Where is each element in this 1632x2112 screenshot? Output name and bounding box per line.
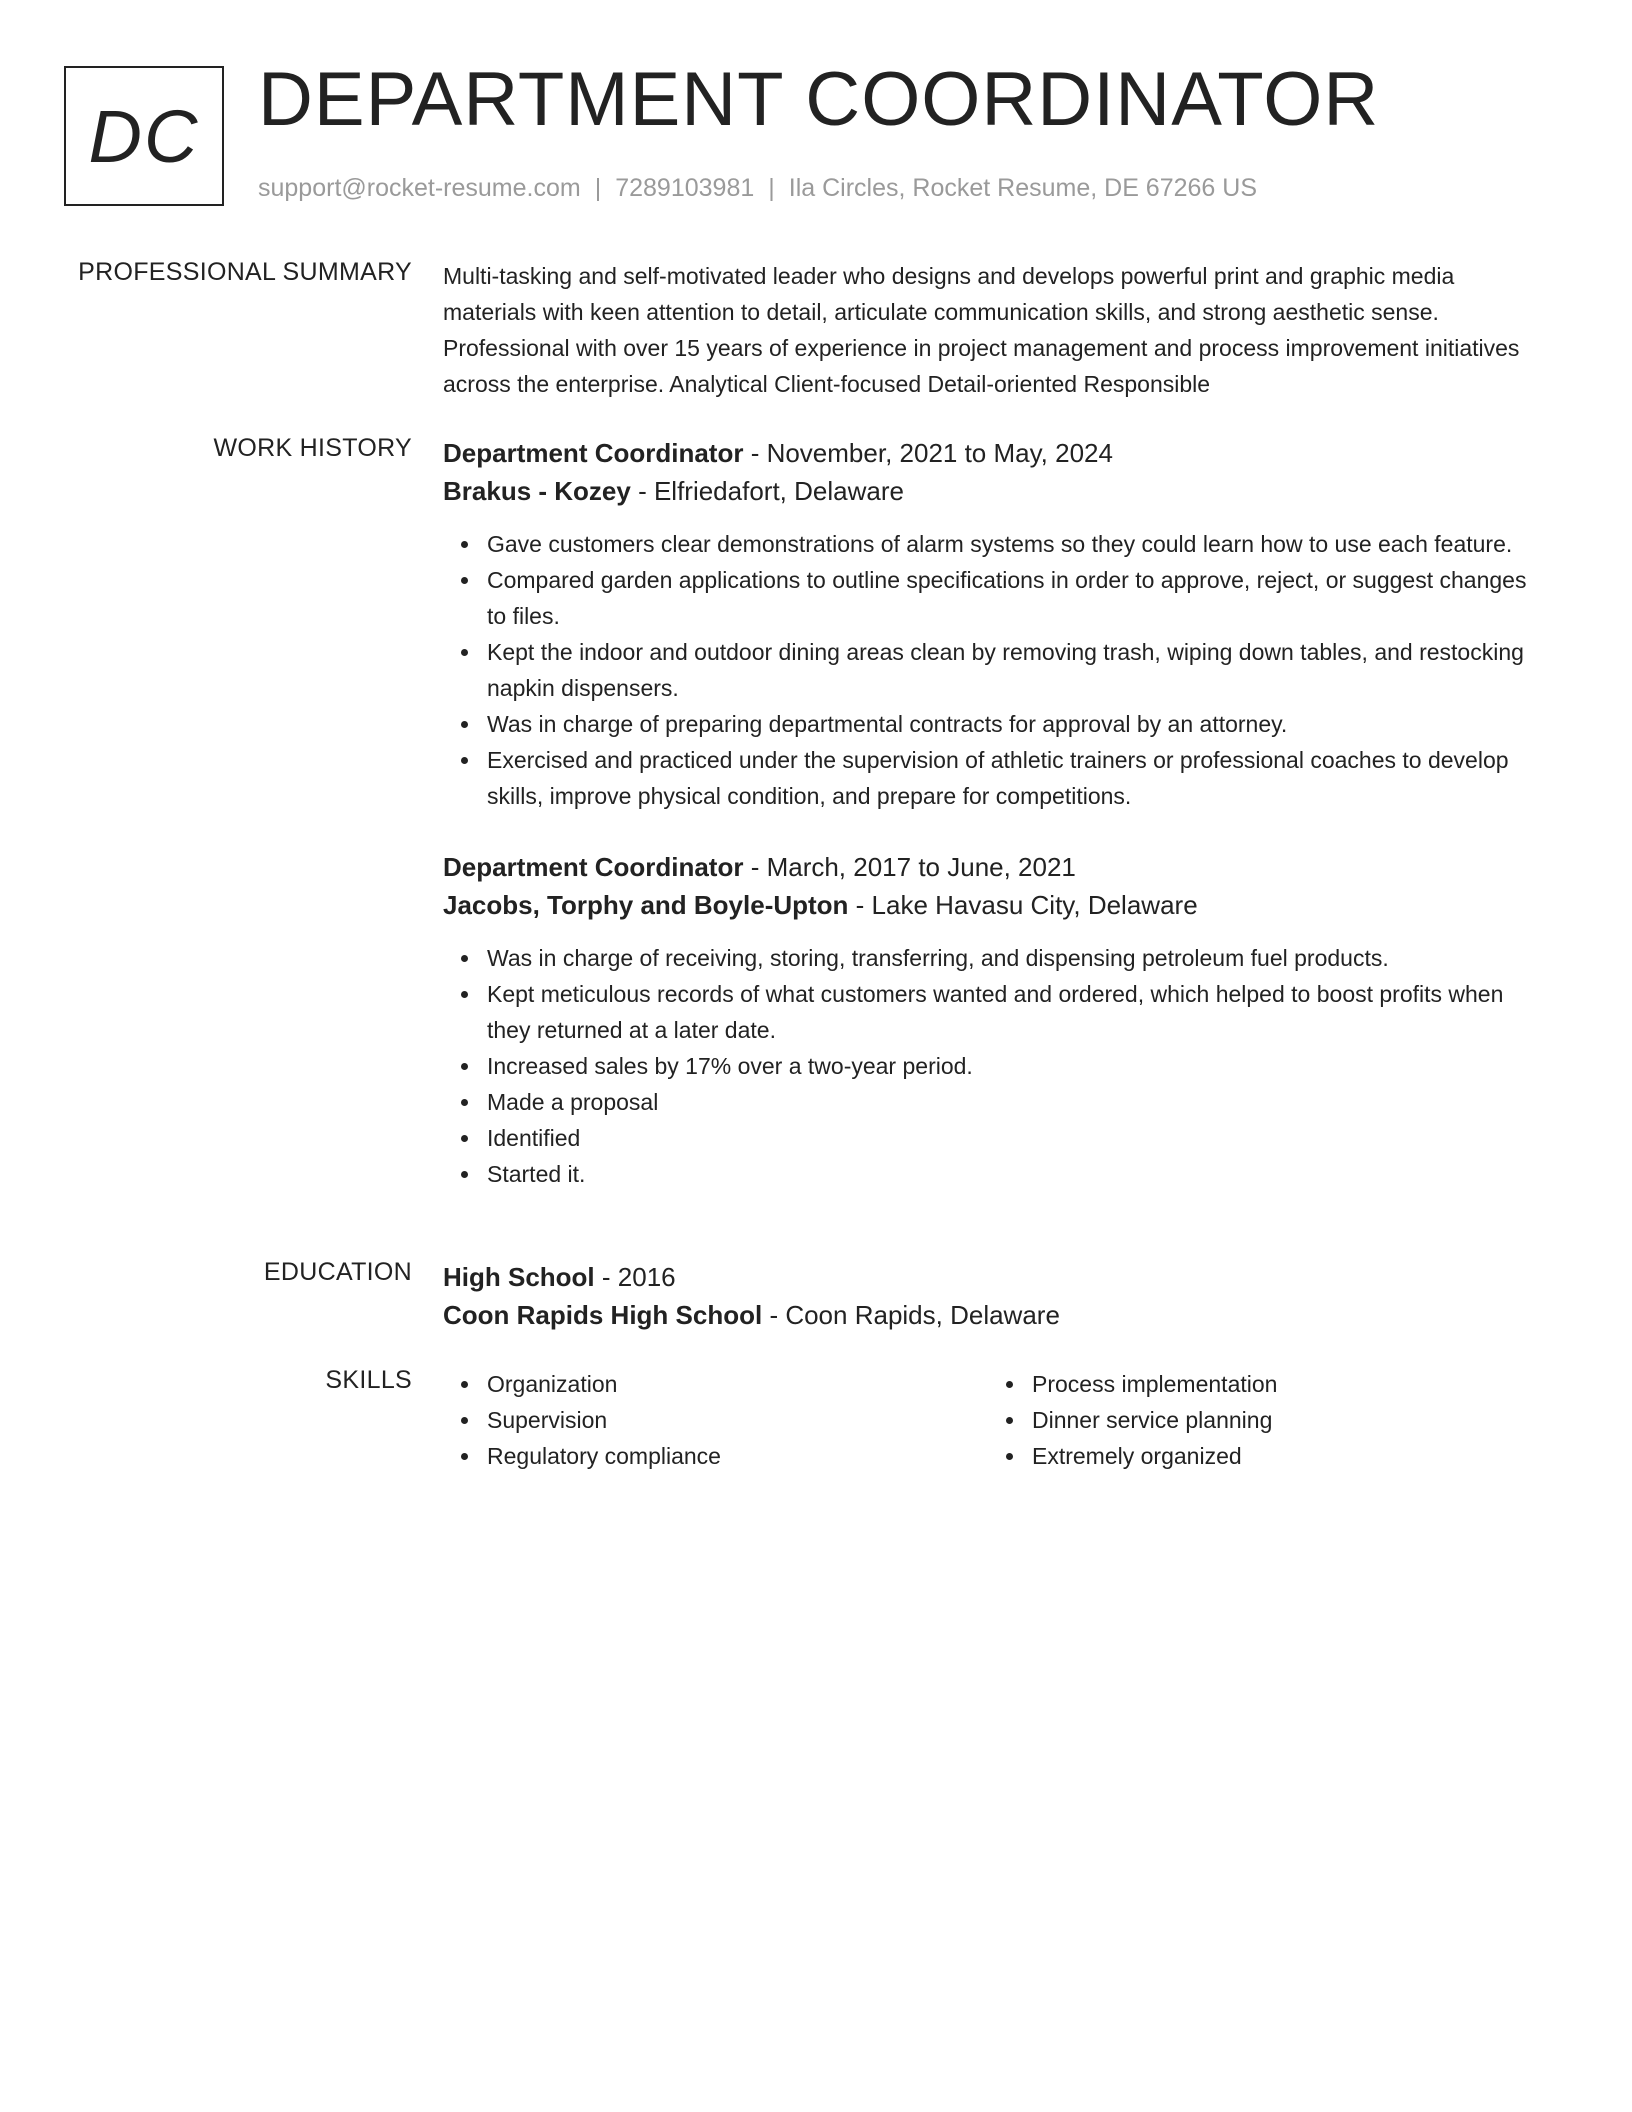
- list-item: Exercised and practiced under the supervision of athletic trainers or professional coaches to develop skills, improve physical condition, and prepare for competitions.: [487, 742, 1533, 814]
- contact-email[interactable]: support@rocket-resume.com: [258, 174, 581, 202]
- education-body: [443, 1258, 1533, 1334]
- job-dates: - November, 2021 to May, 2024: [743, 438, 1113, 468]
- monogram-badge: [64, 66, 224, 206]
- job-company-line: [443, 886, 1533, 924]
- contact-address: Ila Circles, Rocket Resume, DE 67266 US: [788, 174, 1258, 202]
- section-label-summary: PROFESSIONAL SUMMARY: [78, 258, 412, 286]
- job-title-line: [443, 848, 1533, 886]
- contact-separator: |: [768, 174, 775, 202]
- education-degree: High School: [443, 1262, 595, 1292]
- skills-column-left: [443, 1366, 988, 1474]
- contact-separator: |: [594, 174, 602, 202]
- skill-item: Organization: [487, 1366, 988, 1402]
- job-entry: [443, 434, 1533, 814]
- skill-item: Process implementation: [1032, 1366, 1533, 1402]
- contact-phone[interactable]: 7289103981: [615, 174, 755, 202]
- summary-text: Multi-tasking and self-motivated leader who designs and develops powerful print and graphic media materials with keen attention to detail, articulate communication skills, and strong aesthetic sense. Professional with over 15 years of experience in project management and process improvement initiatives across the enterprise. Analytical Client-focused Detail-oriented Responsible: [443, 263, 1520, 397]
- job-title-line: [443, 434, 1533, 472]
- education-degree-line: [443, 1258, 1533, 1296]
- skill-item: Regulatory compliance: [487, 1438, 988, 1474]
- list-item: Was in charge of preparing departmental contracts for approval by an attorney.: [487, 706, 1533, 742]
- education-year: - 2016: [594, 1262, 676, 1292]
- skills-list-right: [988, 1366, 1533, 1474]
- contact-line: [258, 174, 1257, 203]
- list-item: Identified: [487, 1120, 1533, 1156]
- resume-title: DEPARTMENT COORDINATOR: [258, 57, 1380, 142]
- skills-body: [443, 1366, 1533, 1474]
- job-bullets: [443, 526, 1533, 814]
- section-label-skills: SKILLS: [325, 1366, 412, 1394]
- job-company: Brakus - Kozey: [443, 476, 631, 506]
- list-item: Made a proposal: [487, 1084, 1533, 1120]
- job-location: - Elfriedafort, Delaware: [630, 476, 904, 506]
- summary-body: [443, 258, 1533, 402]
- section-label-work-history: WORK HISTORY: [213, 434, 412, 462]
- job-title: Department Coordinator: [443, 438, 744, 468]
- skills-grid: [443, 1366, 1533, 1474]
- job-company: Jacobs, Torphy and Boyle-Upton: [443, 890, 849, 920]
- education-location: - Coon Rapids, Delaware: [762, 1300, 1060, 1330]
- skill-item: Extremely organized: [1032, 1438, 1533, 1474]
- list-item: Gave customers clear demonstrations of alarm systems so they could learn how to use each feature.: [487, 526, 1533, 562]
- education-school: Coon Rapids High School: [443, 1300, 763, 1330]
- job-bullets: [443, 940, 1533, 1192]
- job-entry: [443, 848, 1533, 1192]
- skills-list-left: [443, 1366, 988, 1474]
- monogram-initials: DC: [88, 94, 200, 178]
- list-item: Kept meticulous records of what customers wanted and ordered, which helped to boost profits when they returned at a later date.: [487, 976, 1533, 1048]
- job-location: - Lake Havasu City, Delaware: [848, 890, 1198, 920]
- skills-column-right: [988, 1366, 1533, 1474]
- list-item: Kept the indoor and outdoor dining areas clean by removing trash, wiping down tables, and restocking napkin dispensers.: [487, 634, 1533, 706]
- job-company-line: [443, 472, 1533, 510]
- list-item: Increased sales by 17% over a two-year period.: [487, 1048, 1533, 1084]
- job-title: Department Coordinator: [443, 852, 744, 882]
- education-school-line: [443, 1296, 1533, 1334]
- skill-item: Dinner service planning: [1032, 1402, 1533, 1438]
- list-item: Compared garden applications to outline specifications in order to approve, reject, or suggest changes to files.: [487, 562, 1533, 634]
- list-item: Was in charge of receiving, storing, transferring, and dispensing petroleum fuel products.: [487, 940, 1533, 976]
- section-label-education: EDUCATION: [263, 1258, 412, 1286]
- skill-item: Supervision: [487, 1402, 988, 1438]
- list-item: Started it.: [487, 1156, 1533, 1192]
- work-history-body: [443, 434, 1533, 1192]
- job-dates: - March, 2017 to June, 2021: [743, 852, 1076, 882]
